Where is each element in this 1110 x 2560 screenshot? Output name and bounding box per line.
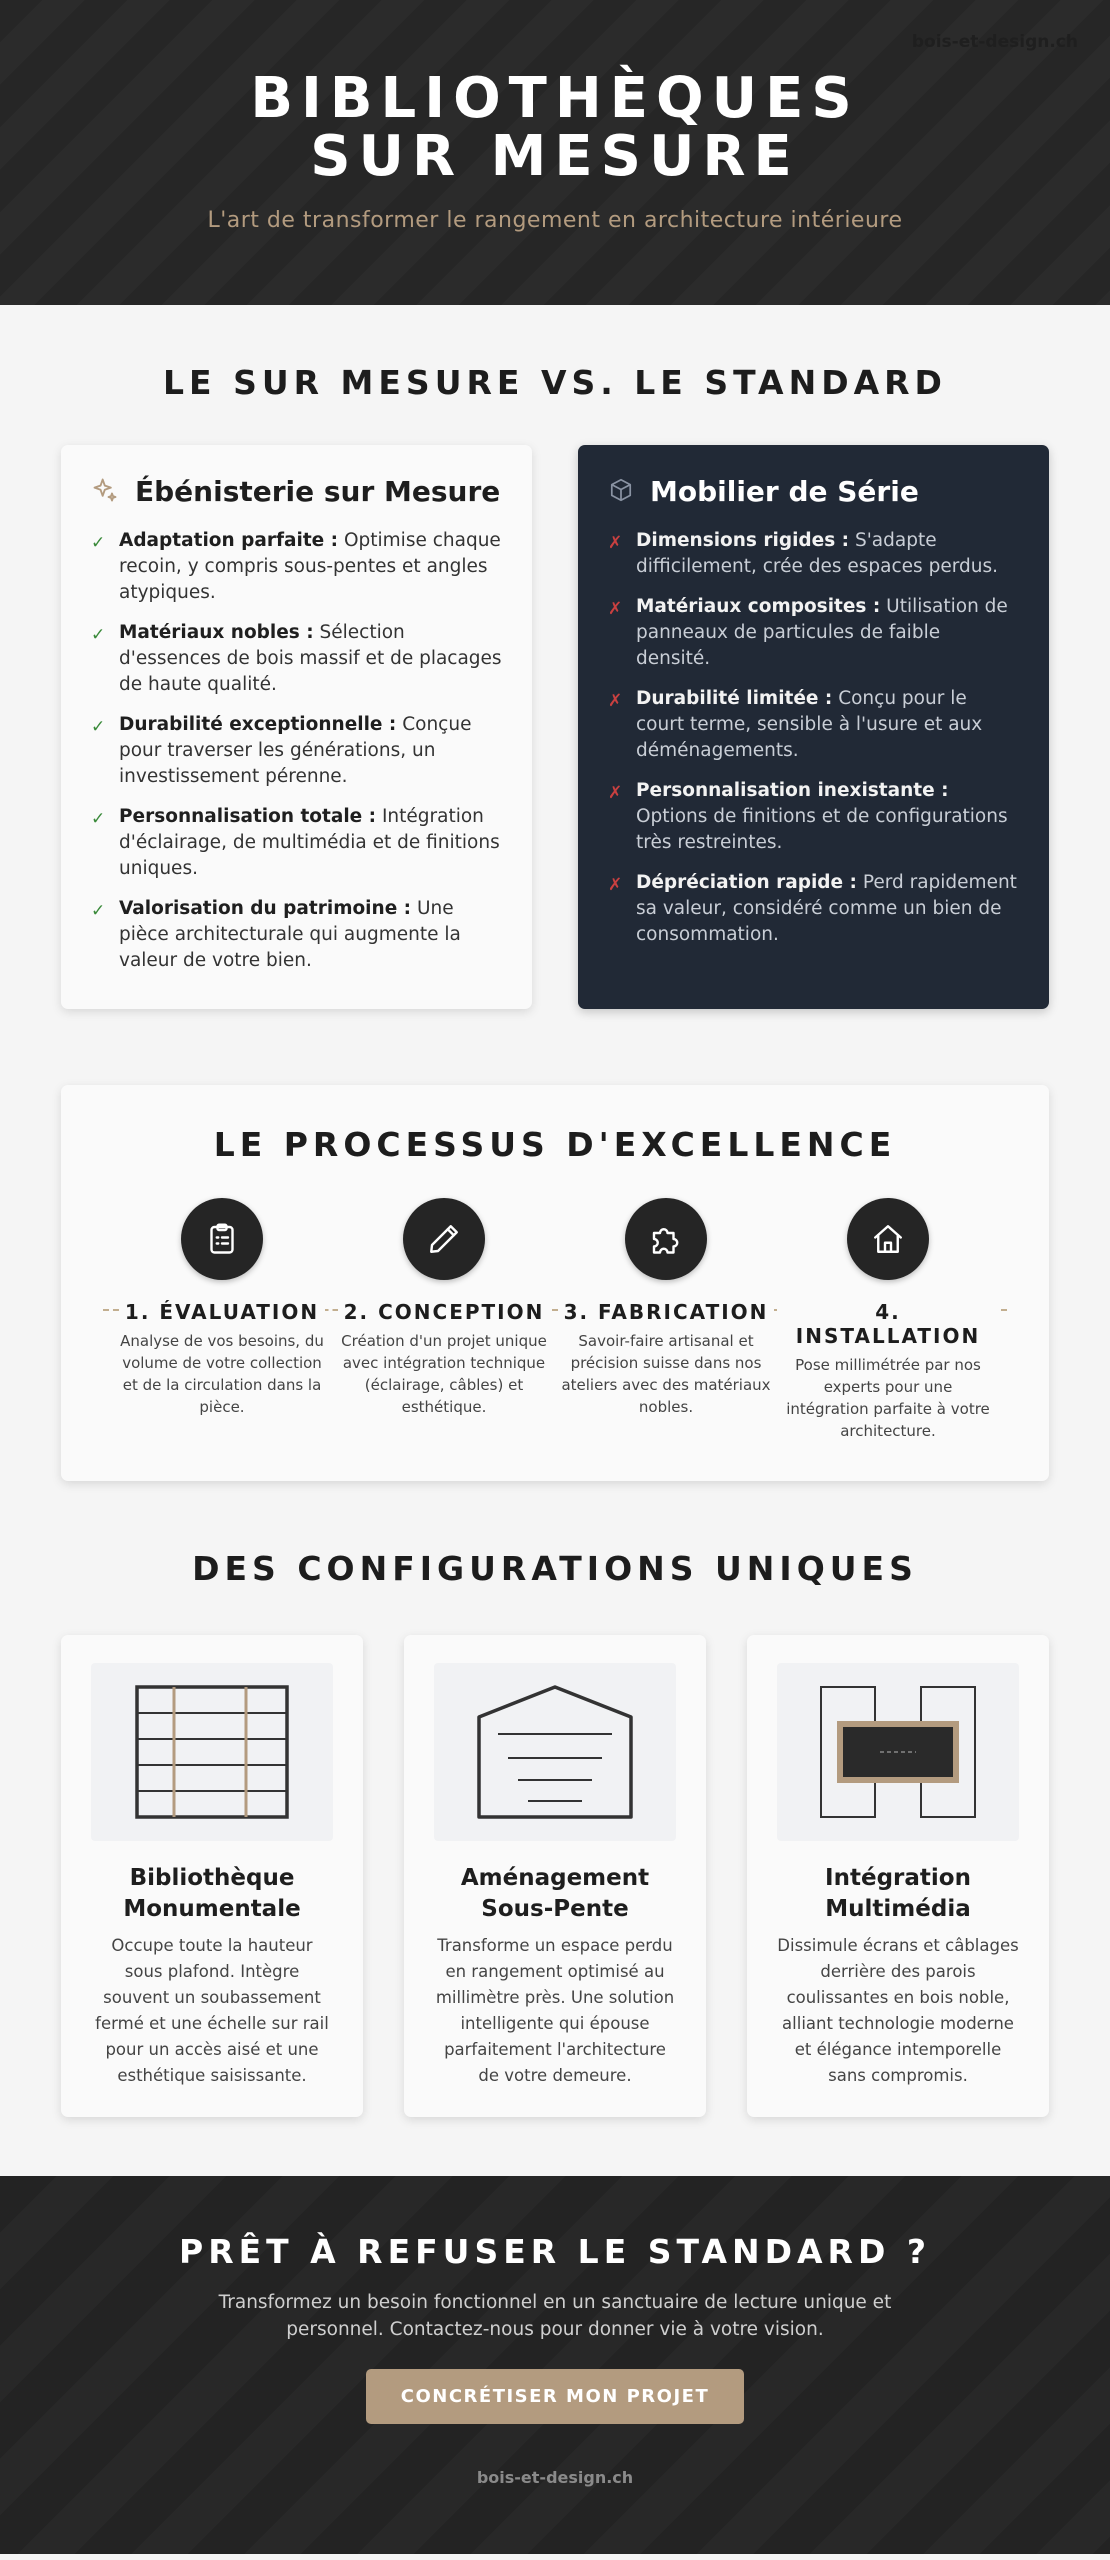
attic-shelf-icon bbox=[434, 1663, 676, 1841]
comparison-title: LE SUR MESURE VS. LE STANDARD bbox=[163, 363, 947, 402]
step-text: Analyse de vos besoins, du volume de votre collection et de la circulation dans la pièce. bbox=[120, 1332, 324, 1416]
step-text: Savoir-faire artisanal et précision suisse dans nos ateliers avec des matériaux nobles. bbox=[561, 1332, 771, 1416]
list-item: ✓ Matériaux nobles : Sélection d'essences de bois massif et de placages de haute qualité. bbox=[91, 620, 502, 698]
step-title: 4. INSTALLATION bbox=[777, 1300, 999, 1348]
config-card bbox=[747, 1635, 1049, 2117]
cta-button[interactable]: CONCRÉTISER MON PROJET bbox=[366, 2369, 744, 2424]
hero-header bbox=[0, 0, 1110, 305]
process-step bbox=[777, 1198, 999, 1442]
cross-icon: ✗ bbox=[608, 691, 623, 711]
pencil-icon bbox=[403, 1198, 485, 1280]
process-step bbox=[111, 1198, 333, 1442]
page-title: BIBLIOTHÈQUES SUR MESURE bbox=[250, 66, 860, 189]
comparison-section bbox=[0, 305, 1110, 1009]
list-item: ✗ Dimensions rigides : S'adapte difficilement, crée des espaces perdus. bbox=[608, 528, 1019, 580]
step-title: 1. ÉVALUATION bbox=[119, 1300, 325, 1324]
tv-cabinet-icon bbox=[777, 1663, 1019, 1841]
step-title: 3. FABRICATION bbox=[558, 1300, 775, 1324]
clipboard-icon bbox=[181, 1198, 263, 1280]
check-icon: ✓ bbox=[91, 533, 106, 553]
process-step bbox=[555, 1198, 777, 1442]
config-title: Intégration Multimédia bbox=[825, 1865, 971, 1922]
list-item: ✗ Dépréciation rapide : Perd rapidement sa valeur, considéré comme un bien de consommation. bbox=[608, 870, 1019, 948]
process-step bbox=[333, 1198, 555, 1442]
check-icon: ✓ bbox=[91, 809, 106, 829]
cta-section bbox=[0, 2176, 1110, 2554]
step-text: Création d'un projet unique avec intégration technique (éclairage, câbles) et esthétique. bbox=[341, 1332, 547, 1416]
custom-list bbox=[91, 528, 502, 974]
configs-title: DES CONFIGURATIONS UNIQUES bbox=[192, 1549, 918, 1588]
cube-icon bbox=[608, 477, 634, 507]
list-item: ✗ Durabilité limitée : Conçu pour le court terme, sensible à l'usure et aux déménagements. bbox=[608, 686, 1019, 764]
process-section bbox=[61, 1085, 1049, 1481]
page-subtitle: L'art de transformer le rangement en architecture intérieure bbox=[207, 208, 903, 233]
bookshelf-ladder-icon bbox=[91, 1663, 333, 1841]
custom-card bbox=[61, 445, 532, 1009]
footer-brand: bois-et-design.ch bbox=[476, 2468, 634, 2487]
config-title: Bibliothèque Monumentale bbox=[123, 1865, 301, 1922]
puzzle-icon bbox=[625, 1198, 707, 1280]
config-card bbox=[61, 1635, 363, 2117]
config-text: Dissimule écrans et câblages derrière des parois coulissantes en bois noble, alliant technologie moderne et élégance intemporelle sans compromis. bbox=[777, 1936, 1019, 2085]
step-text: Pose millimétrée par nos experts pour une intégration parfaite à votre architecture. bbox=[786, 1356, 990, 1440]
list-item: ✓ Adaptation parfaite : Optimise chaque recoin, y compris sous-pentes et angles atypiques. bbox=[91, 528, 502, 606]
brand-watermark: bois-et-design.ch bbox=[911, 32, 1078, 52]
process-title: LE PROCESSUS D'EXCELLENCE bbox=[213, 1125, 897, 1164]
standard-list bbox=[608, 528, 1019, 948]
list-item: ✗ Matériaux composites : Utilisation de panneaux de particules de faible densité. bbox=[608, 594, 1019, 672]
cross-icon: ✗ bbox=[608, 875, 623, 895]
config-title: Aménagement Sous-Pente bbox=[460, 1865, 650, 1922]
list-item: ✓ Valorisation du patrimoine : Une pièce architecturale qui augmente la valeur de votre bien. bbox=[91, 896, 502, 974]
standard-card bbox=[578, 445, 1049, 1009]
config-text: Transforme un espace perdu en rangement optimisé au millimètre près. Une solution intelligente qui épouse parfaitement l'architecture de votre demeure. bbox=[435, 1936, 675, 2085]
cta-text: Transformez un besoin fonctionnel en un sanctuaire de lecture unique et personnel. Contactez-nous pour donner vie à votre vision. bbox=[218, 2292, 892, 2340]
check-icon: ✓ bbox=[91, 717, 106, 737]
list-item: ✓ Personnalisation totale : Intégration d'éclairage, de multimédia et de finitions uniques. bbox=[91, 804, 502, 882]
standard-card-title: Mobilier de Série bbox=[650, 475, 919, 508]
cta-title: PRÊT À REFUSER LE STANDARD ? bbox=[179, 2232, 931, 2271]
cross-icon: ✗ bbox=[608, 599, 623, 619]
step-title: 2. CONCEPTION bbox=[338, 1300, 551, 1324]
cross-icon: ✗ bbox=[608, 783, 623, 803]
config-card bbox=[404, 1635, 706, 2117]
config-text: Occupe toute la hauteur sous plafond. Intègre souvent un soubassement fermé et une échelle sur rail pour un accès aisé et une esthétique saisissante. bbox=[95, 1936, 329, 2085]
cross-icon: ✗ bbox=[608, 533, 623, 553]
check-icon: ✓ bbox=[91, 625, 106, 645]
list-item: ✗ Personnalisation inexistante : Options de finitions et de configurations très restreintes. bbox=[608, 778, 1019, 856]
list-item: ✓ Durabilité exceptionnelle : Conçue pour traverser les générations, un investissement pérenne. bbox=[91, 712, 502, 790]
check-icon: ✓ bbox=[91, 901, 106, 921]
home-icon bbox=[847, 1198, 929, 1280]
configs-section bbox=[0, 1481, 1110, 2117]
custom-card-title: Ébénisterie sur Mesure bbox=[135, 475, 501, 508]
sparkle-icon bbox=[91, 476, 119, 508]
